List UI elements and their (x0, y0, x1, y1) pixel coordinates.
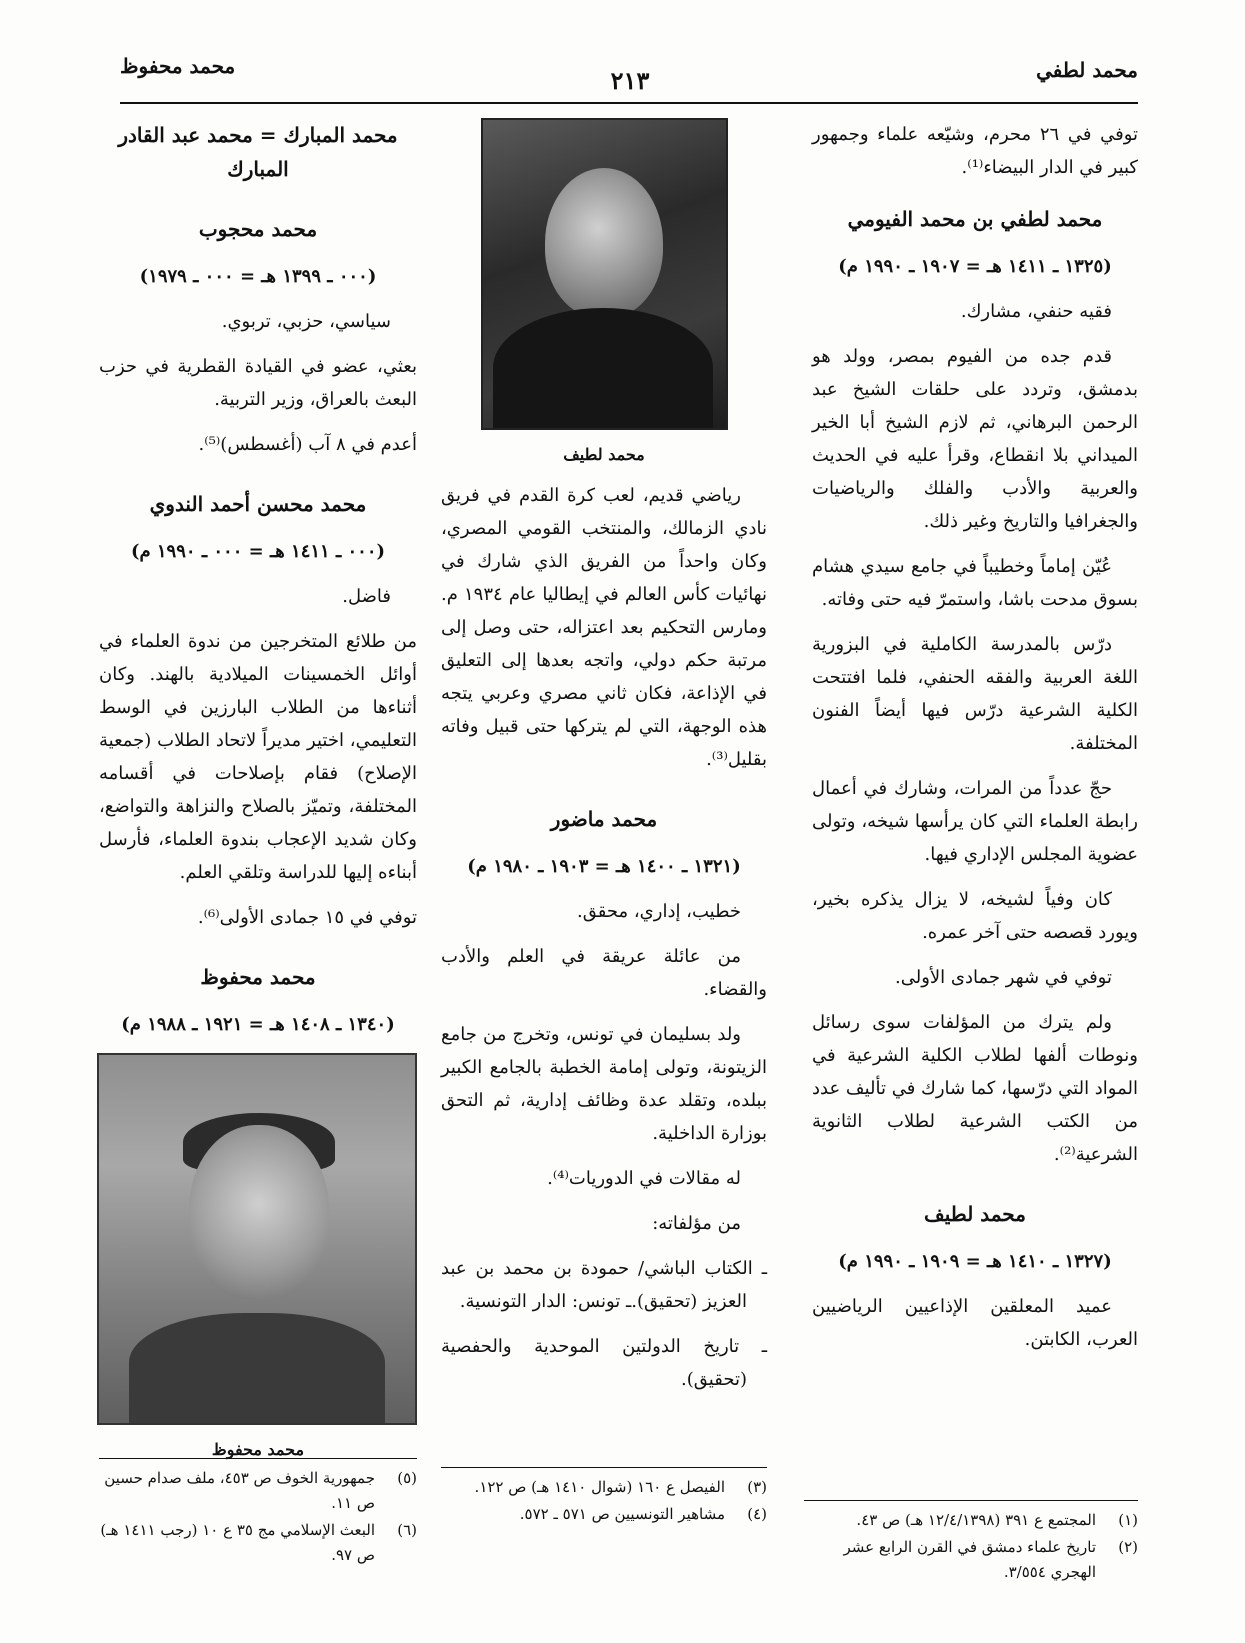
photo-caption: محمد محفوظ (211, 1440, 305, 1459)
paragraph: فاضل. (342, 586, 391, 607)
entry-dates: (٠٠٠ ـ ١٣٩٩ هـ = ٠٠٠ ـ ١٩٧٩) (139, 266, 377, 287)
running-head-right: محمد لطفي (1036, 58, 1138, 82)
paragraph: توفي في شهر جمادى الأولى. (894, 967, 1112, 988)
paragraph: له مقالات في الدوريات⁽⁴⁾. (547, 1168, 741, 1189)
footnote-text: الفيصل ع ١٦٠ (شوال ١٤١٠ هـ) ص ١٢٢. (474, 1478, 725, 1496)
footnote-rule (804, 1500, 1138, 1501)
portrait-body (493, 308, 713, 428)
continued-paragraph: توفي في ٢٦ محرم، وشيّعه علماء وجمهور كبير في الدار البيضاء⁽¹⁾. (812, 124, 1139, 178)
entry-name: محمد محسن أحمد الندوي (149, 492, 367, 516)
footnote-text: المجتمع ع ٣٩١ (١٢/٤/١٣٩٨ هـ) ص ٤٣. (856, 1511, 1096, 1529)
paragraph: بعثي، عضو في القيادة القطرية في حزب البعث بالعراق، وزير التربية. (99, 356, 417, 410)
column-middle (441, 118, 767, 1408)
entry-dates: (١٣٢٥ ـ ١٤١١ هـ = ١٩٠٧ ـ ١٩٩٠ م) (838, 256, 1112, 277)
entry-name: محمد محفوظ (200, 965, 316, 989)
footnote-rule (441, 1467, 767, 1468)
footnote (804, 1535, 1138, 1585)
column-right (812, 118, 1138, 1368)
paragraph: سياسي، حزبي، تربوي. (221, 311, 391, 332)
page-header (120, 52, 1138, 104)
entry-dates: (١٣٢٧ ـ ١٤١٠ هـ = ١٩٠٩ ـ ١٩٩٠ م) (838, 1251, 1112, 1272)
running-head-left: محمد محفوظ (120, 54, 236, 78)
paragraph: حجّ عدداً من المرات، وشارك في أعمال رابطة العلماء التي كان يرأسها شيخه، وتولى عضوية المجلس الإداري فيها. (812, 778, 1138, 865)
paragraph: من طلائع المتخرجين من ندوة العلماء في أوائل الخمسينات الميلادية بالهند. وكان أثناءها من الطلاب البارزين في الوسط التعليمي، اختير مديراً لاتحاد الطلاب (جمعية الإصلاح) فقام بإصلاحات في أقسامه المختلفة، وتميّز بالصلاح والنزاهة والتواضع، وكان شديد الإعجاب بندوة العلماء، فأرسل أبناءه إليها للدراسة وتلقي العلم. (99, 631, 417, 883)
list-item: ـ تاريخ الدولتين الموحدية والحفصية (تحقيق). (441, 1336, 767, 1390)
paragraph: عُيّن إماماً وخطيباً في جامع سيدي هشام بسوق مدحت باشا، واستمرّ فيه حتى وفاته. (812, 556, 1138, 610)
footnote-text: مشاهير التونسيين ص ٥٧١ ـ ٥٧٢. (519, 1505, 725, 1523)
footnote-text: جمهورية الخوف ص ٤٥٣، ملف صدام حسين ص ١١. (104, 1469, 375, 1512)
footnote-rule (99, 1458, 417, 1459)
entry-dates: (٠٠٠ ـ ١٤١١ هـ = ٠٠٠ ـ ١٩٩٠ م) (130, 541, 386, 562)
paragraph: خطيب، إداري، محقق. (577, 901, 741, 922)
entry-name: محمد ماضور (550, 807, 658, 831)
footnote (99, 1466, 417, 1516)
portrait-face (189, 1125, 329, 1300)
footnote-number: (٦) (397, 1521, 417, 1539)
portrait-photo (481, 118, 728, 430)
entry-name: محمد لطيف (924, 1202, 1026, 1226)
paragraph: من مؤلفاته: (652, 1213, 741, 1234)
portrait-body (129, 1313, 385, 1423)
paragraph: كان وفياً لشيخه، لا يزال يذكره بخير، ويورد قصصه حتى آخر عمره. (812, 889, 1138, 943)
entry-name: محمد لطفي بن محمد الفيومي (847, 207, 1103, 231)
photo-caption: محمد لطيف (563, 445, 645, 464)
paragraph: رياضي قديم، لعب كرة القدم في فريق نادي الزمالك، والمنتخب القومي المصري، وكان واحداً من الفريق الذي شارك في نهائيات كأس العالم في إيطاليا عام ١٩٣٤ م. ومارس التحكيم بعد اعتزاله، حتى وصل إلى مرتبة حكم دولي، واتجه بعدها إلى التعليق في الإذاعة، فكان ثاني مصري وعربي يتجه هذه الوجهة، التي لم يتركها حتى قبيل وفاته بقليل⁽³⁾. (441, 485, 767, 770)
footnote-number: (٢) (1118, 1538, 1138, 1556)
list-item: ـ الكتاب الباشي/ حمودة بن محمد بن عبد العزيز (تحقيق).ـ تونس: الدار التونسية. (441, 1258, 767, 1312)
portrait-photo (97, 1053, 417, 1425)
footnote (441, 1502, 767, 1527)
footnote (804, 1508, 1138, 1533)
column-left (99, 118, 417, 1474)
paragraph: أعدم في ٨ آب (أغسطس)⁽⁵⁾. (198, 434, 417, 455)
footnote-text: البعث الإسلامي مج ٣٥ ع ١٠ (رجب ١٤١١ هـ) ص ٩٧. (100, 1521, 375, 1564)
paragraph: فقيه حنفي، مشارك. (960, 301, 1112, 322)
page-number: ٢١٣ (610, 66, 650, 95)
paragraph: قدم جده من الفيوم بمصر، وولد هو بدمشق، وتردد على حلقات الشيخ عبد الرحمن البرهاني، ثم لازم الشيخ أبا الخير الميداني بلا انقطاع، وقرأ عليه في الحديث والعربية والأدب والفلك والرياضيات والجغرافيا والتاريخ وغير ذلك. (812, 346, 1138, 532)
paragraph: عميد المعلقين الإذاعيين الرياضيين العرب، الكابتن. (812, 1296, 1138, 1350)
footnotes-left (99, 1466, 417, 1570)
portrait-face (545, 168, 663, 318)
footnote-number: (١) (1118, 1511, 1138, 1529)
footnotes-right (804, 1508, 1138, 1587)
paragraph: ولم يترك من المؤلفات سوى رسائل ونوطات ألفها لطلاب الكلية الشرعية في المواد التي درّسها، كما شارك في تأليف عدد من الكتب الشرعية لطلاب الثانوية الشرعية⁽²⁾. (812, 1012, 1138, 1165)
footnotes-middle (441, 1475, 767, 1529)
footnote-number: (٥) (397, 1469, 417, 1487)
paragraph: درّس بالمدرسة الكاملية في البزورية اللغة العربية والفقه الحنفي، فلما افتتحت الكلية الشرعية درّس فيها أيضاً الفنون المختلفة. (812, 634, 1138, 754)
entry-name: محمد المبارك = محمد عبد القادر المبارك (118, 123, 398, 181)
entry-name: محمد محجوب (198, 217, 318, 241)
footnote-text: تاريخ علماء دمشق في القرن الرابع عشر الهجري ٣/٥٥٤. (843, 1538, 1096, 1581)
entry-dates: (١٣٢١ ـ ١٤٠٠ هـ = ١٩٠٣ ـ ١٩٨٠ م) (467, 856, 741, 877)
paragraph: من عائلة عريقة في العلم والأدب والقضاء. (441, 946, 767, 1000)
footnote-number: (٣) (747, 1478, 767, 1496)
footnote-number: (٤) (747, 1505, 767, 1523)
footnote (441, 1475, 767, 1500)
paragraph: ولد بسليمان في تونس، وتخرج من جامع الزيتونة، وتولى إمامة الخطبة بالجامع الكبير ببلده، وتقلد عدة وظائف إدارية، ثم التحق بوزارة الداخلية. (441, 1024, 767, 1144)
paragraph: توفي في ١٥ جمادى الأولى⁽⁶⁾. (197, 907, 417, 928)
entry-dates: (١٣٤٠ ـ ١٤٠٨ هـ = ١٩٢١ ـ ١٩٨٨ م) (121, 1014, 395, 1035)
footnote (99, 1518, 417, 1568)
